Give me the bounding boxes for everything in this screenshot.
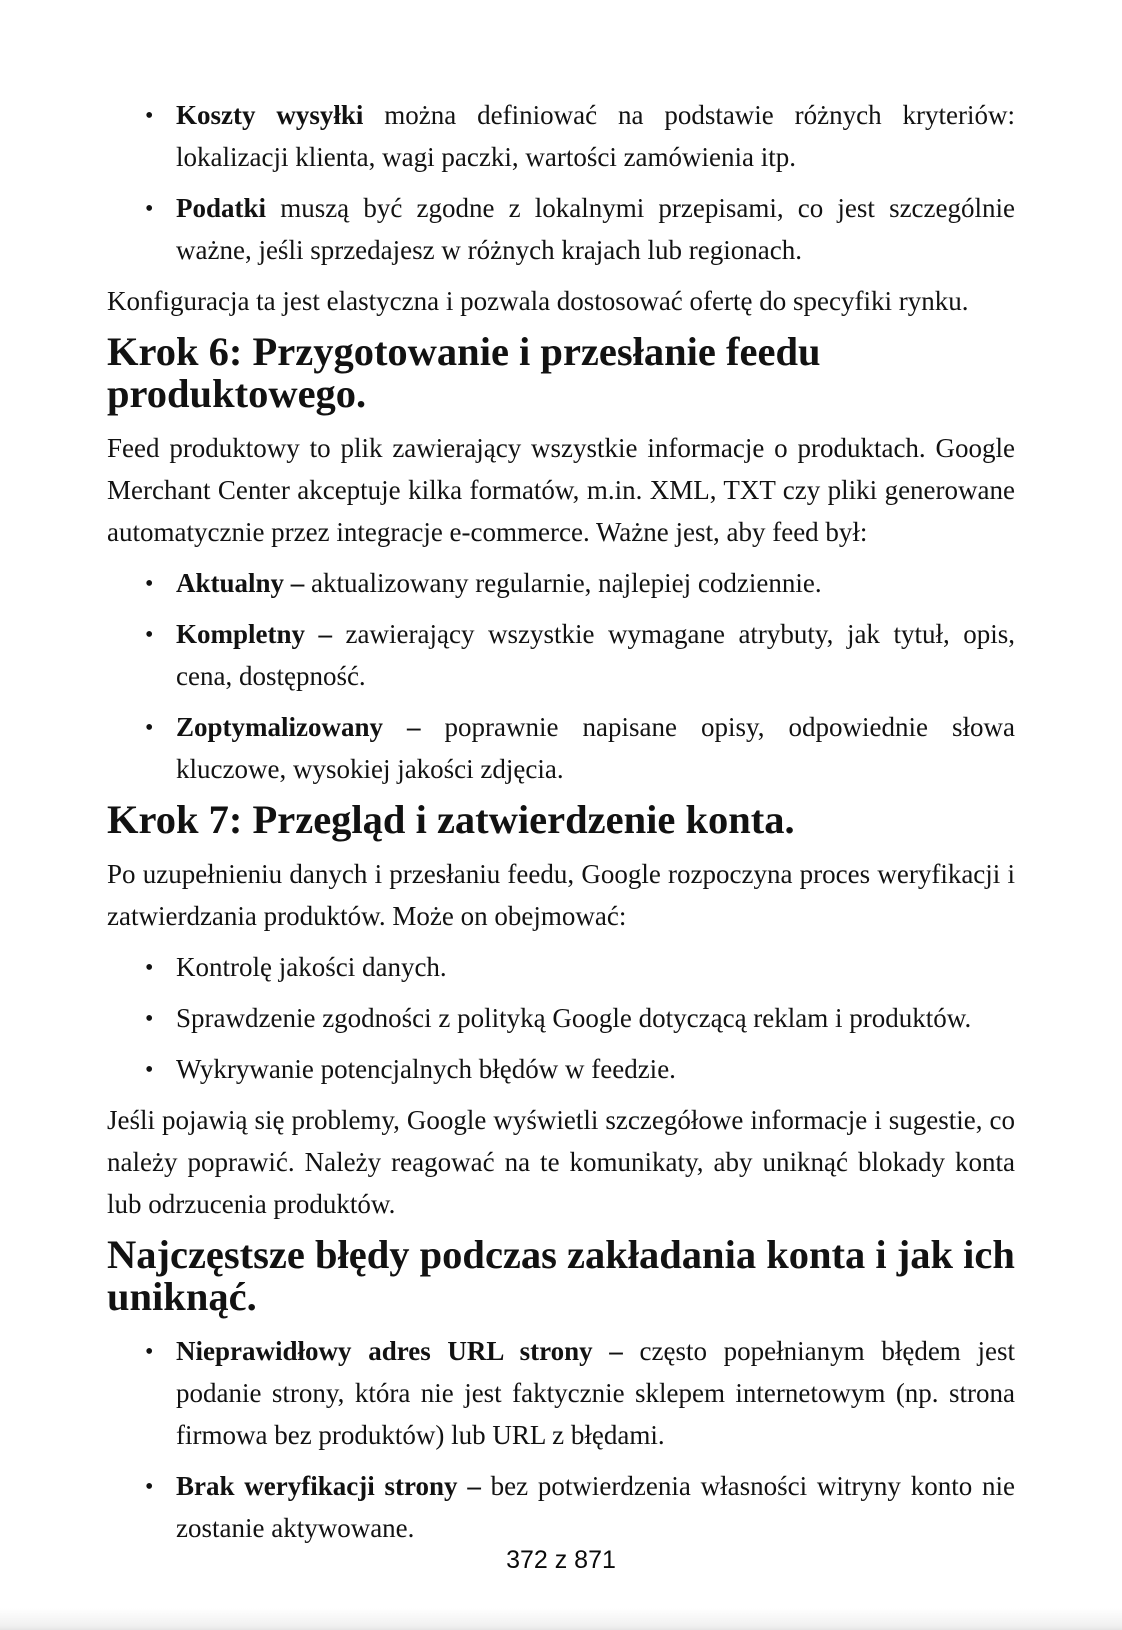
page-number: 372 z 871 [506, 1546, 616, 1574]
page-bottom-edge [0, 1608, 1122, 1630]
bullet-lead: Brak weryfikacji strony – [176, 1471, 481, 1501]
bullet-icon: • [145, 196, 154, 222]
paragraph-text: Feed produktowy to plik zawierający wszystkie informacje o produktach. Google Merchant Center akceptuje kilka formatów, m.in. XML, TXT czy pliki generowane automatycznie przez integracje e-commerce. Ważne jest, aby feed był: [107, 433, 1015, 547]
bullet-item [107, 1330, 1015, 1456]
bullet-text: bez potwierdzenia własności witryny konto nie zostanie aktywowane. [176, 1471, 1015, 1543]
page-content [107, 94, 1015, 1558]
bullet-text: poprawnie napisane opisy, odpowiednie słowa kluczowe, wysokiej jakości zdjęcia. [176, 712, 1015, 784]
bullet-text: Wykrywanie potencjalnych błędów w feedzie. [176, 1054, 676, 1084]
bullet-icon: • [145, 715, 154, 741]
bullet-text: można definiować na podstawie różnych kryteriów: lokalizacji klienta, wagi paczki, wartości zamówienia itp. [176, 100, 1015, 172]
bullet-item [107, 187, 1015, 271]
section-heading [107, 799, 1015, 841]
bullet-icon: • [145, 955, 154, 981]
paragraph [107, 280, 1015, 322]
heading-text: Najczęstsze błędy podczas zakładania konta i jak ich uniknąć. [107, 1232, 1015, 1319]
bullet-text: muszą być zgodne z lokalnymi przepisami, co jest szczególnie ważne, jeśli sprzedajesz w różnych krajach lub regionach. [176, 193, 1015, 265]
heading-text: Krok 6: Przygotowanie i przesłanie feedu produktowego. [107, 329, 821, 416]
bullet-icon: • [145, 103, 154, 129]
bullet-text: aktualizowany regularnie, najlepiej codziennie. [304, 568, 822, 598]
bullet-icon: • [145, 1057, 154, 1083]
bullet-item [107, 1048, 1015, 1090]
paragraph-text: Konfiguracja ta jest elastyczna i pozwala dostosować ofertę do specyfiki rynku. [107, 286, 969, 316]
bullet-icon: • [145, 1339, 154, 1365]
bullet-item [107, 613, 1015, 697]
bullet-text: Sprawdzenie zgodności z polityką Google dotyczącą reklam i produktów. [176, 1003, 972, 1033]
bullet-icon: • [145, 1006, 154, 1032]
bullet-icon: • [145, 622, 154, 648]
bullet-lead: Nieprawidłowy adres URL strony – [176, 1336, 623, 1366]
bullet-lead: Zoptymalizowany – [176, 712, 421, 742]
bullet-lead: Koszty wysyłki [176, 100, 364, 130]
bullet-lead: Podatki [176, 193, 267, 223]
paragraph [107, 853, 1015, 937]
bullet-text: często popełnianym błędem jest podanie strony, która nie jest faktycznie sklepem internetowym (np. strona firmowa bez produktów) lub URL z błędami. [176, 1336, 1015, 1450]
bullet-icon: • [145, 571, 154, 597]
section-heading [107, 1234, 1015, 1318]
paragraph [107, 1099, 1015, 1225]
heading-text: Krok 7: Przegląd i zatwierdzenie konta. [107, 797, 795, 842]
bullet-icon: • [145, 1474, 154, 1500]
bullet-lead: Kompletny – [176, 619, 333, 649]
bullet-item [107, 706, 1015, 790]
paragraph-text: Po uzupełnieniu danych i przesłaniu feedu, Google rozpoczyna proces weryfikacji i zatwierdzania produktów. Może on obejmować: [107, 859, 1015, 931]
bullet-item [107, 997, 1015, 1039]
bullet-text: zawierający wszystkie wymagane atrybuty, jak tytuł, opis, cena, dostępność. [176, 619, 1015, 691]
paragraph-text: Jeśli pojawią się problemy, Google wyświetli szczegółowe informacje i sugestie, co należy poprawić. Należy reagować na te komunikaty, aby uniknąć blokady konta lub odrzucenia produktów. [107, 1105, 1015, 1219]
bullet-lead: Aktualny – [176, 568, 305, 598]
bullet-item [107, 1465, 1015, 1549]
bullet-item [107, 946, 1015, 988]
bullet-item [107, 562, 1015, 604]
paragraph [107, 427, 1015, 553]
section-heading [107, 331, 1015, 415]
bullet-text: Kontrolę jakości danych. [176, 952, 447, 982]
bullet-item [107, 94, 1015, 178]
